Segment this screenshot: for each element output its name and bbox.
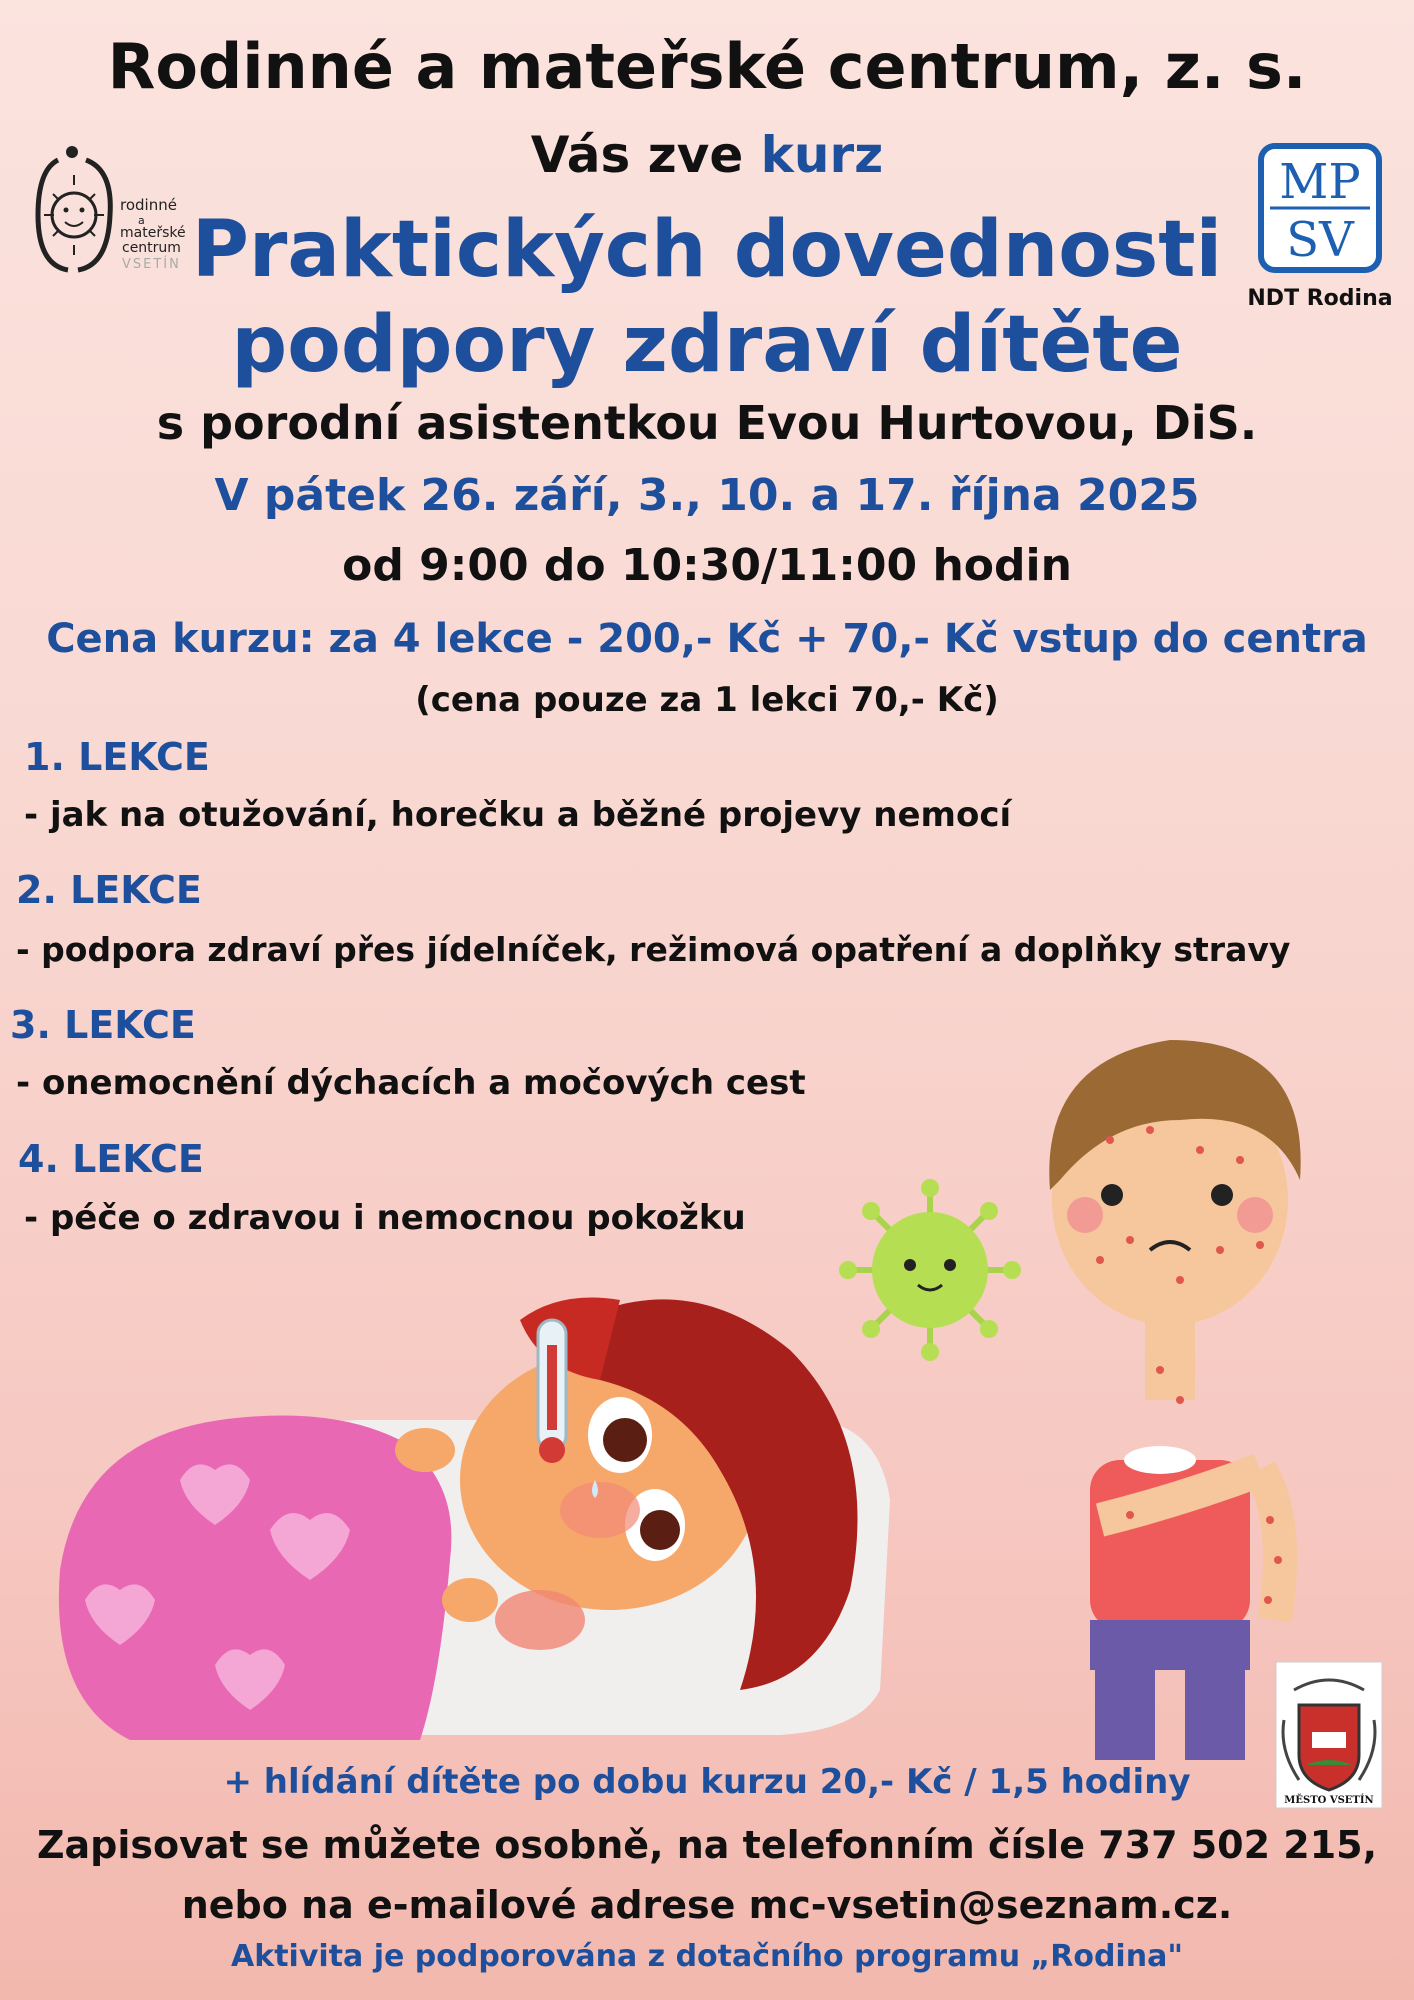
invite-line <box>0 126 1414 184</box>
lesson-4-topic: - péče o zdravou i nemocnou pokožku <box>24 1198 746 1238</box>
lesson-3-heading: 3. LEKCE <box>10 1003 196 1047</box>
sick-children-illustration <box>0 1000 1414 1760</box>
lecturer-line: s porodní asistentkou Evou Hurtovou, DiS. <box>156 396 1258 450</box>
illustration-graphic <box>0 1000 1414 1760</box>
lesson-2-heading: 2. LEKCE <box>16 868 202 912</box>
invite-prefix: Vás zve <box>530 126 761 184</box>
mpsv-logo-graphic <box>1258 143 1382 273</box>
course-price: Cena kurzu: za 4 lekce - 200,- Kč + 70,- Kč vstup do centra <box>46 616 1368 662</box>
rmc-logo-text-3: mateřské <box>120 225 186 241</box>
rmc-logo-text-4: centrum <box>122 240 181 256</box>
svg-text:SV: SV <box>1286 212 1354 268</box>
enroll-line-1: Zapisovat se můžete osobně, na telefonním čísle 737 502 215, <box>36 1823 1378 1867</box>
organizer-title: Rodinné a mateřské centrum, z. s. <box>107 30 1307 103</box>
enroll-line-2: nebo na e-mailové adrese mc-vsetin@seznam.cz. <box>181 1883 1233 1927</box>
lesson-1-topic: - jak na otužování, horečku a běžné projevy nemocí <box>24 795 1012 835</box>
course-title-line2: podpory zdraví dítěte <box>231 300 1183 390</box>
crest-caption: MĚSTO VSETÍN <box>1284 1795 1374 1806</box>
lesson-4-heading: 4. LEKCE <box>18 1137 204 1181</box>
babysitting-note: + hlídání dítěte po dobu kurzu 20,- Kč / 1,5 hodiny <box>223 1762 1191 1802</box>
invite-highlight: kurz <box>760 126 884 184</box>
lesson-3-topic: - onemocnění dýchacích a močových cest <box>16 1063 806 1103</box>
ndt-rodina-caption: NDT Rodina <box>1247 286 1393 311</box>
course-title-line1: Praktických dovednosti <box>191 205 1223 295</box>
virus-icon <box>839 1179 1021 1361</box>
support-note: Aktivita je podporována z dotačního programu „Rodina" <box>231 1939 1183 1974</box>
svg-text:MP: MP <box>1279 154 1361 210</box>
rmc-logo-text-2: a <box>138 214 145 227</box>
rmc-vsetin-logo <box>28 140 208 280</box>
rmc-logo-text-5: VSETÍN <box>122 257 181 272</box>
boy-figure <box>1049 1040 1300 1760</box>
price-note: (cena pouze za 1 lekci 70,- Kč) <box>415 680 999 720</box>
course-dates: V pátek 26. září, 3., 10. a 17. října 2025 <box>214 470 1200 521</box>
lesson-1-heading: 1. LEKCE <box>24 735 210 779</box>
lesson-2-topic: - podpora zdraví přes jídelníček, režimová opatření a doplňky stravy <box>16 930 1291 969</box>
rmc-logo-text-1: rodinné <box>120 196 177 214</box>
rmc-logo-graphic <box>28 140 208 280</box>
mpsv-logo <box>1258 143 1382 273</box>
course-time: od 9:00 do 10:30/11:00 hodin <box>342 540 1072 591</box>
